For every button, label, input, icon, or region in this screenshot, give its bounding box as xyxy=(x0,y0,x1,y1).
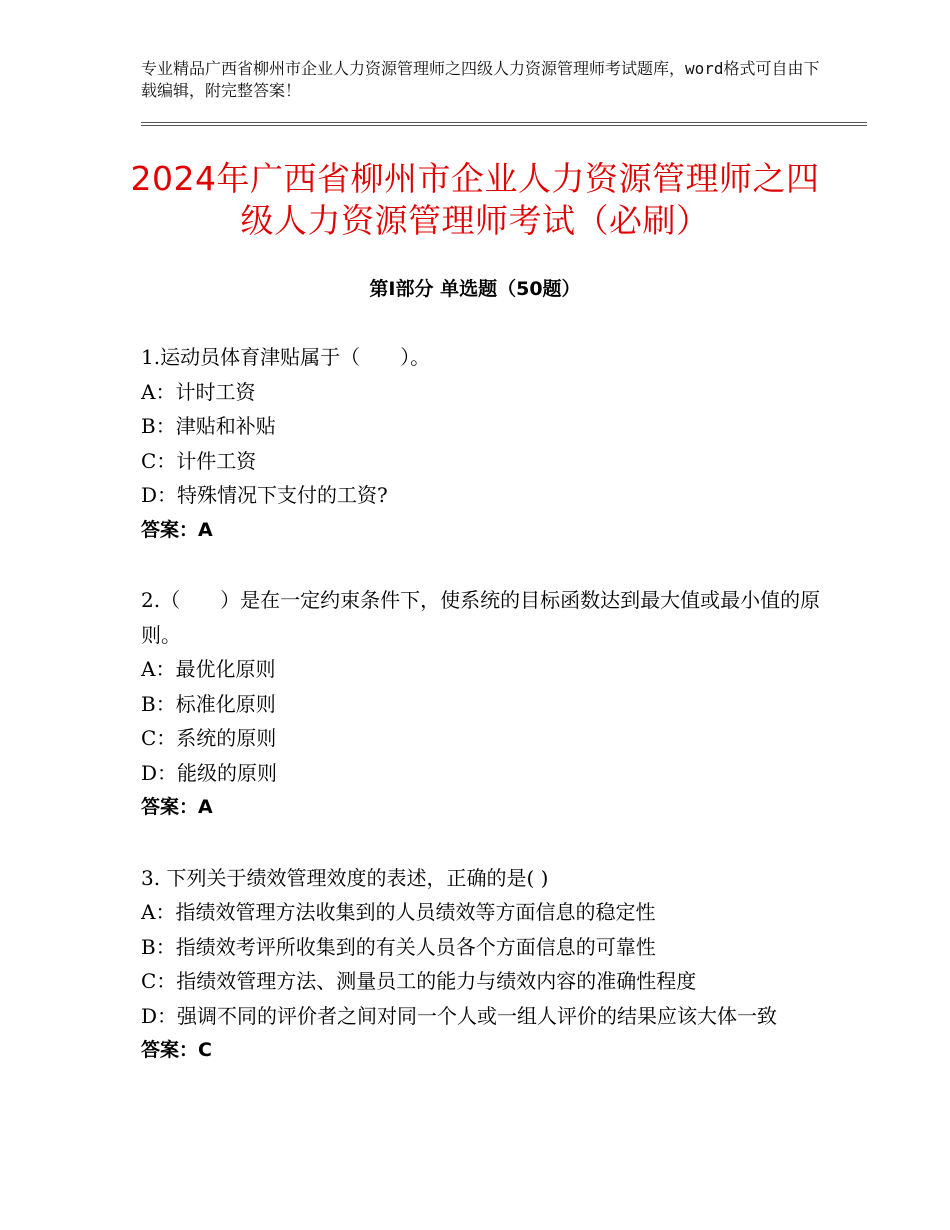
header-divider xyxy=(141,122,867,123)
option-c: C：计件工资 xyxy=(141,448,257,473)
option-d: D：特殊情况下支付的工资? xyxy=(141,483,388,507)
question-list xyxy=(141,340,821,1104)
question-3 xyxy=(141,861,821,1068)
answer: 答案：A xyxy=(141,796,213,818)
option-d: D：能级的原则 xyxy=(141,760,278,785)
section-title: 第Ⅰ部分 单选题（50题） xyxy=(369,278,581,300)
question-stem: 1.运动员体育津贴属于（ ）。 xyxy=(141,345,431,369)
option-b: B：津贴和补贴 xyxy=(141,414,276,438)
option-b: B：指绩效考评所收集到的有关人员各个方面信息的可靠性 xyxy=(141,934,656,959)
option-d: D：强调不同的评价者之间对同一个人或一组人评价的结果应该大体一致 xyxy=(141,1003,778,1028)
question-stem: 3. 下列关于绩效管理效度的表述，正确的是( ) xyxy=(141,865,549,890)
option-c: C：系统的原则 xyxy=(141,726,277,750)
header-note: 专业精品广西省柳州市企业人力资源管理师之四级人力资源管理师考试题库，word格式可自由下载编辑，附完整答案！ xyxy=(141,59,820,100)
option-c: C：指绩效管理方法、测量员工的能力与绩效内容的准确性程度 xyxy=(141,969,697,993)
option-a: A：最优化原则 xyxy=(141,657,276,681)
option-a: A：计时工资 xyxy=(141,379,256,404)
header-divider-thick xyxy=(141,125,867,126)
document-title: 2024年广西省柳州市企业人力资源管理师之四级人力资源管理师考试（必刷） xyxy=(130,159,820,240)
question-2 xyxy=(141,583,821,825)
answer: 答案：A xyxy=(141,518,213,541)
answer: 答案：C xyxy=(141,1039,212,1061)
option-a: A：指绩效管理方法收集到的人员绩效等方面信息的稳定性 xyxy=(141,900,656,924)
question-1 xyxy=(141,340,821,547)
option-b: B：标准化原则 xyxy=(141,691,276,716)
question-stem: 2.（ ）是在一定约束条件下，使系统的目标函数达到最大值或最小值的原则。 xyxy=(141,588,821,647)
